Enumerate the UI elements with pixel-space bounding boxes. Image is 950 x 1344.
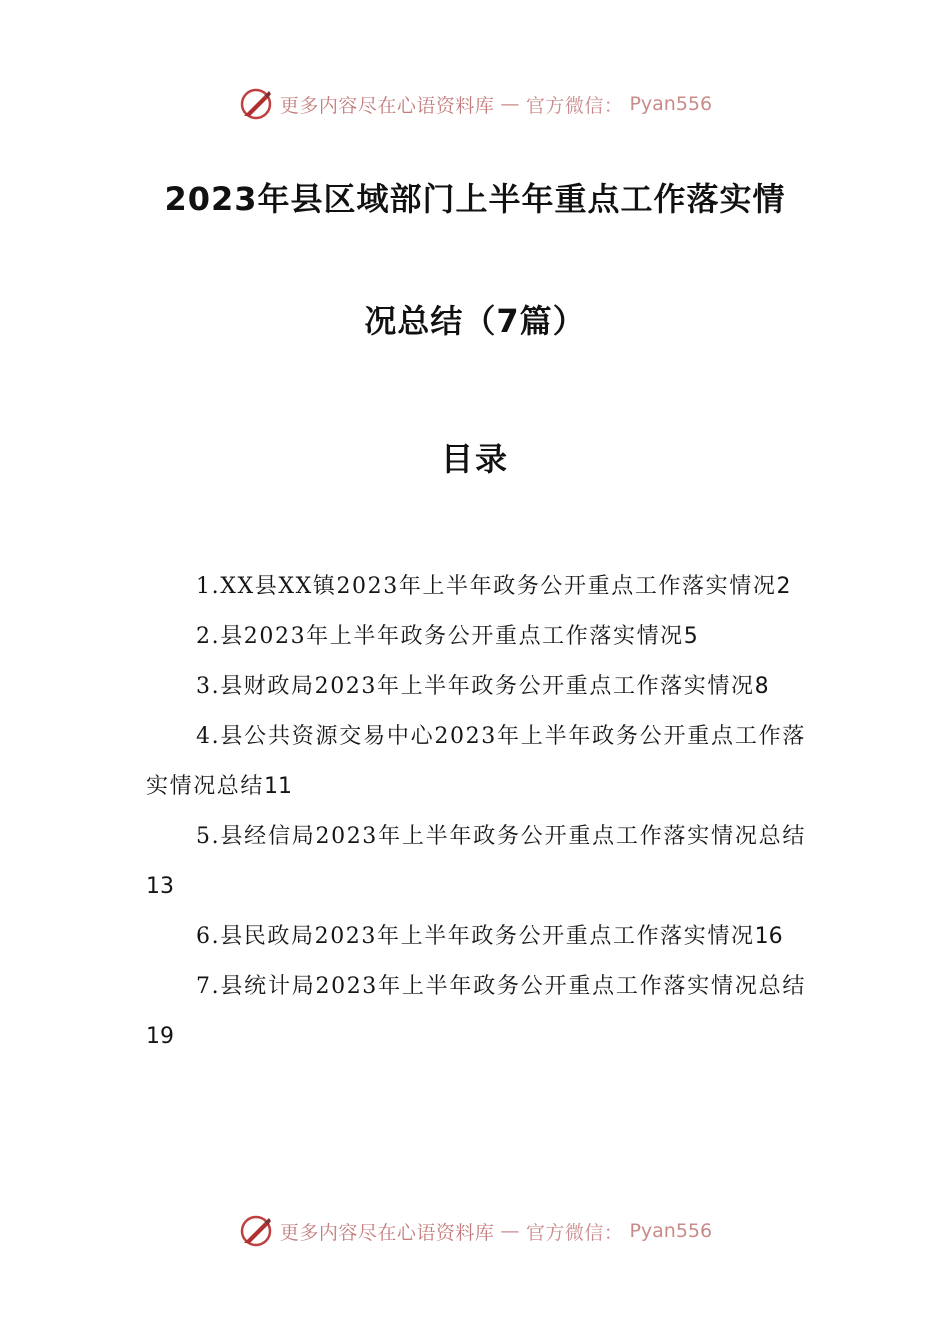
toc-item-page: 11	[264, 774, 293, 799]
document-title-line-1: 2023年县区域部门上半年重点工作落实情	[164, 180, 786, 218]
toc-item-label: 4.县公共资源交易中心2023年上半年政务公开重点工作落实情况总结	[146, 724, 806, 799]
watermark-footer	[0, 1211, 950, 1251]
toc-item-page: 2	[776, 574, 791, 599]
toc-item-label: 6.县民政局2023年上半年政务公开重点工作落实情况	[196, 924, 755, 949]
watermark-brand: 更多内容尽在心语资料库	[279, 94, 495, 117]
toc-item-page: 5	[683, 624, 698, 649]
watermark-header	[0, 84, 950, 124]
document-title-line-2: 况总结（7篇）	[364, 302, 586, 340]
toc-item[interactable]	[146, 612, 806, 662]
toc-item-label: 2.县2023年上半年政务公开重点工作落实情况	[196, 624, 684, 649]
toc-item-page: 8	[754, 674, 769, 699]
watermark-brand: 更多内容尽在心语资料库	[279, 1221, 495, 1244]
pen-seal-icon	[238, 86, 274, 122]
watermark-separator: —	[500, 1220, 520, 1242]
toc-item-label: 1.XX县XX镇2023年上半年政务公开重点工作落实情况	[196, 574, 777, 599]
watermark-contact-id: Pyan556	[629, 1220, 713, 1242]
toc-item-label: 3.县财政局2023年上半年政务公开重点工作落实情况	[196, 674, 755, 699]
toc-item-label: 5.县经信局2023年上半年政务公开重点工作落实情况总结	[196, 824, 806, 849]
toc-item-label: 7.县统计局2023年上半年政务公开重点工作落实情况总结	[196, 974, 806, 999]
toc-item[interactable]	[146, 812, 806, 912]
toc-item-page: 16	[754, 924, 783, 949]
toc-item-page: 13	[146, 874, 174, 899]
watermark-separator: —	[500, 93, 520, 115]
watermark-contact-label: 官方微信：	[525, 94, 624, 117]
toc-item-page: 19	[146, 1024, 174, 1049]
table-of-contents	[146, 562, 806, 1062]
toc-item[interactable]	[146, 662, 806, 712]
toc-heading: 目录	[440, 440, 509, 478]
toc-item[interactable]	[146, 912, 806, 962]
pen-seal-icon	[238, 1213, 274, 1249]
toc-item[interactable]	[146, 962, 806, 1062]
toc-item[interactable]	[146, 562, 806, 612]
watermark-contact-id: Pyan556	[629, 93, 713, 115]
toc-item[interactable]	[146, 712, 806, 812]
watermark-contact-label: 官方微信：	[525, 1221, 624, 1244]
